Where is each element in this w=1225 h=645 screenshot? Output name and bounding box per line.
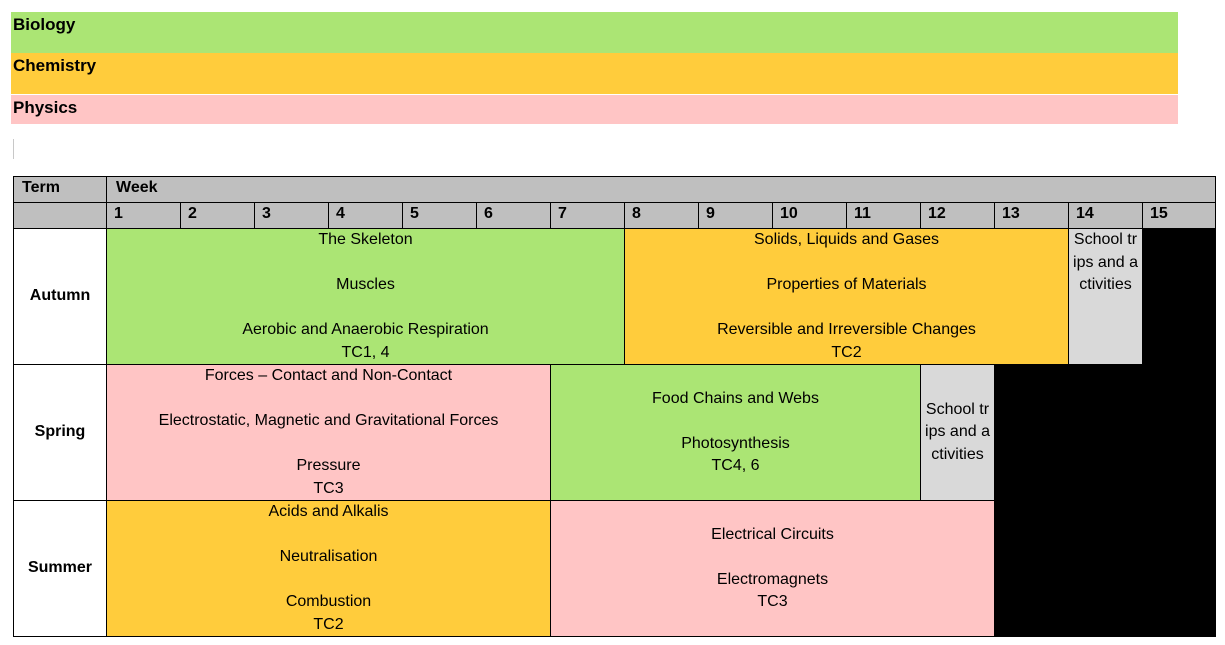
unit-block-physics (107, 365, 551, 501)
week-number: 13 (995, 203, 1069, 229)
scheme-of-work-table (13, 176, 1216, 637)
unit-block-chemistry (107, 501, 551, 637)
unit-line: Combustion (285, 593, 372, 610)
unit-line: Muscles (336, 276, 395, 293)
week-number: 8 (625, 203, 699, 229)
unused-week-cell (1143, 229, 1216, 365)
unit-line: TC2 (831, 343, 862, 361)
legend-physics (11, 95, 1178, 124)
week-row-term-blank (14, 203, 107, 229)
unit-line: Electromagnets (716, 570, 829, 588)
unit-line: Electrical Circuits (711, 525, 834, 543)
unit-line (107, 524, 550, 547)
term-label-summer: Summer (14, 501, 107, 637)
unused-week-cell (995, 501, 1216, 637)
unit-line: Neutralisation (279, 548, 378, 565)
unused-week-cell (995, 365, 1216, 501)
term-row-spring (14, 365, 1216, 501)
unit-line: Forces – Contact and Non-Contact (204, 367, 453, 384)
week-number: 3 (255, 203, 329, 229)
school-trips-block (921, 365, 995, 501)
unit-line: Reversible and Irreversible Changes (717, 321, 976, 338)
unit-line (551, 410, 920, 433)
unit-line: TC2 (313, 615, 344, 633)
school-trips-block (1069, 229, 1143, 365)
unit-line: Pressure (296, 457, 361, 474)
term-label-autumn: Autumn (14, 229, 107, 365)
week-number: 10 (773, 203, 847, 229)
unit-line: TC3 (313, 479, 344, 497)
unit-line: Electrostatic, Magnetic and Gravitational Forces (158, 412, 499, 429)
unit-line (551, 546, 994, 569)
unit-line (107, 388, 550, 411)
unit-line (107, 252, 624, 275)
week-number: 12 (921, 203, 995, 229)
unit-line: Solids, Liquids and Gases (754, 231, 939, 248)
week-number: 11 (847, 203, 921, 229)
week-number: 9 (699, 203, 773, 229)
legend-chemistry (11, 53, 1178, 94)
unit-block-chemistry (625, 229, 1069, 365)
term-row-autumn (14, 229, 1216, 365)
unit-line: Photosynthesis (681, 434, 790, 452)
week-header: Week (107, 177, 1216, 203)
week-number: 4 (329, 203, 403, 229)
header-row (14, 177, 1216, 203)
unit-line (625, 252, 1068, 275)
unit-line: Aerobic and Anaerobic Respiration (242, 321, 489, 338)
text-cursor (13, 139, 14, 159)
week-number-row (14, 203, 1216, 229)
term-row-summer (14, 501, 1216, 637)
term-label-spring: Spring (14, 365, 107, 501)
unit-line: The Skeleton (318, 231, 413, 248)
unit-line (625, 297, 1068, 320)
unit-line: TC4, 6 (711, 457, 760, 474)
legend-biology-label: Biology (13, 15, 76, 34)
week-number: 1 (107, 203, 181, 229)
unit-block-biology (107, 229, 625, 365)
unit-line (107, 569, 550, 592)
unit-line: TC1, 4 (341, 343, 390, 361)
week-number: 5 (403, 203, 477, 229)
legend-physics-label: Physics (13, 98, 78, 117)
legend-chemistry-label: Chemistry (13, 56, 97, 75)
week-number: 7 (551, 203, 625, 229)
school-trips-label: School trips and activities (925, 400, 990, 463)
unit-line: TC3 (757, 593, 788, 610)
week-number: 14 (1069, 203, 1143, 229)
unit-block-biology (551, 365, 921, 501)
unit-block-physics (551, 501, 995, 637)
legend-biology (11, 12, 1178, 53)
unit-line (107, 433, 550, 456)
school-trips-label: School trips and activities (1073, 231, 1138, 293)
term-header: Term (14, 177, 107, 203)
unit-line: Acids and Alkalis (268, 503, 389, 520)
unit-line: Food Chains and Webs (652, 389, 819, 407)
unit-line (107, 297, 624, 320)
unit-line: Properties of Materials (766, 276, 927, 293)
week-number: 2 (181, 203, 255, 229)
week-number: 6 (477, 203, 551, 229)
week-number: 15 (1143, 203, 1216, 229)
